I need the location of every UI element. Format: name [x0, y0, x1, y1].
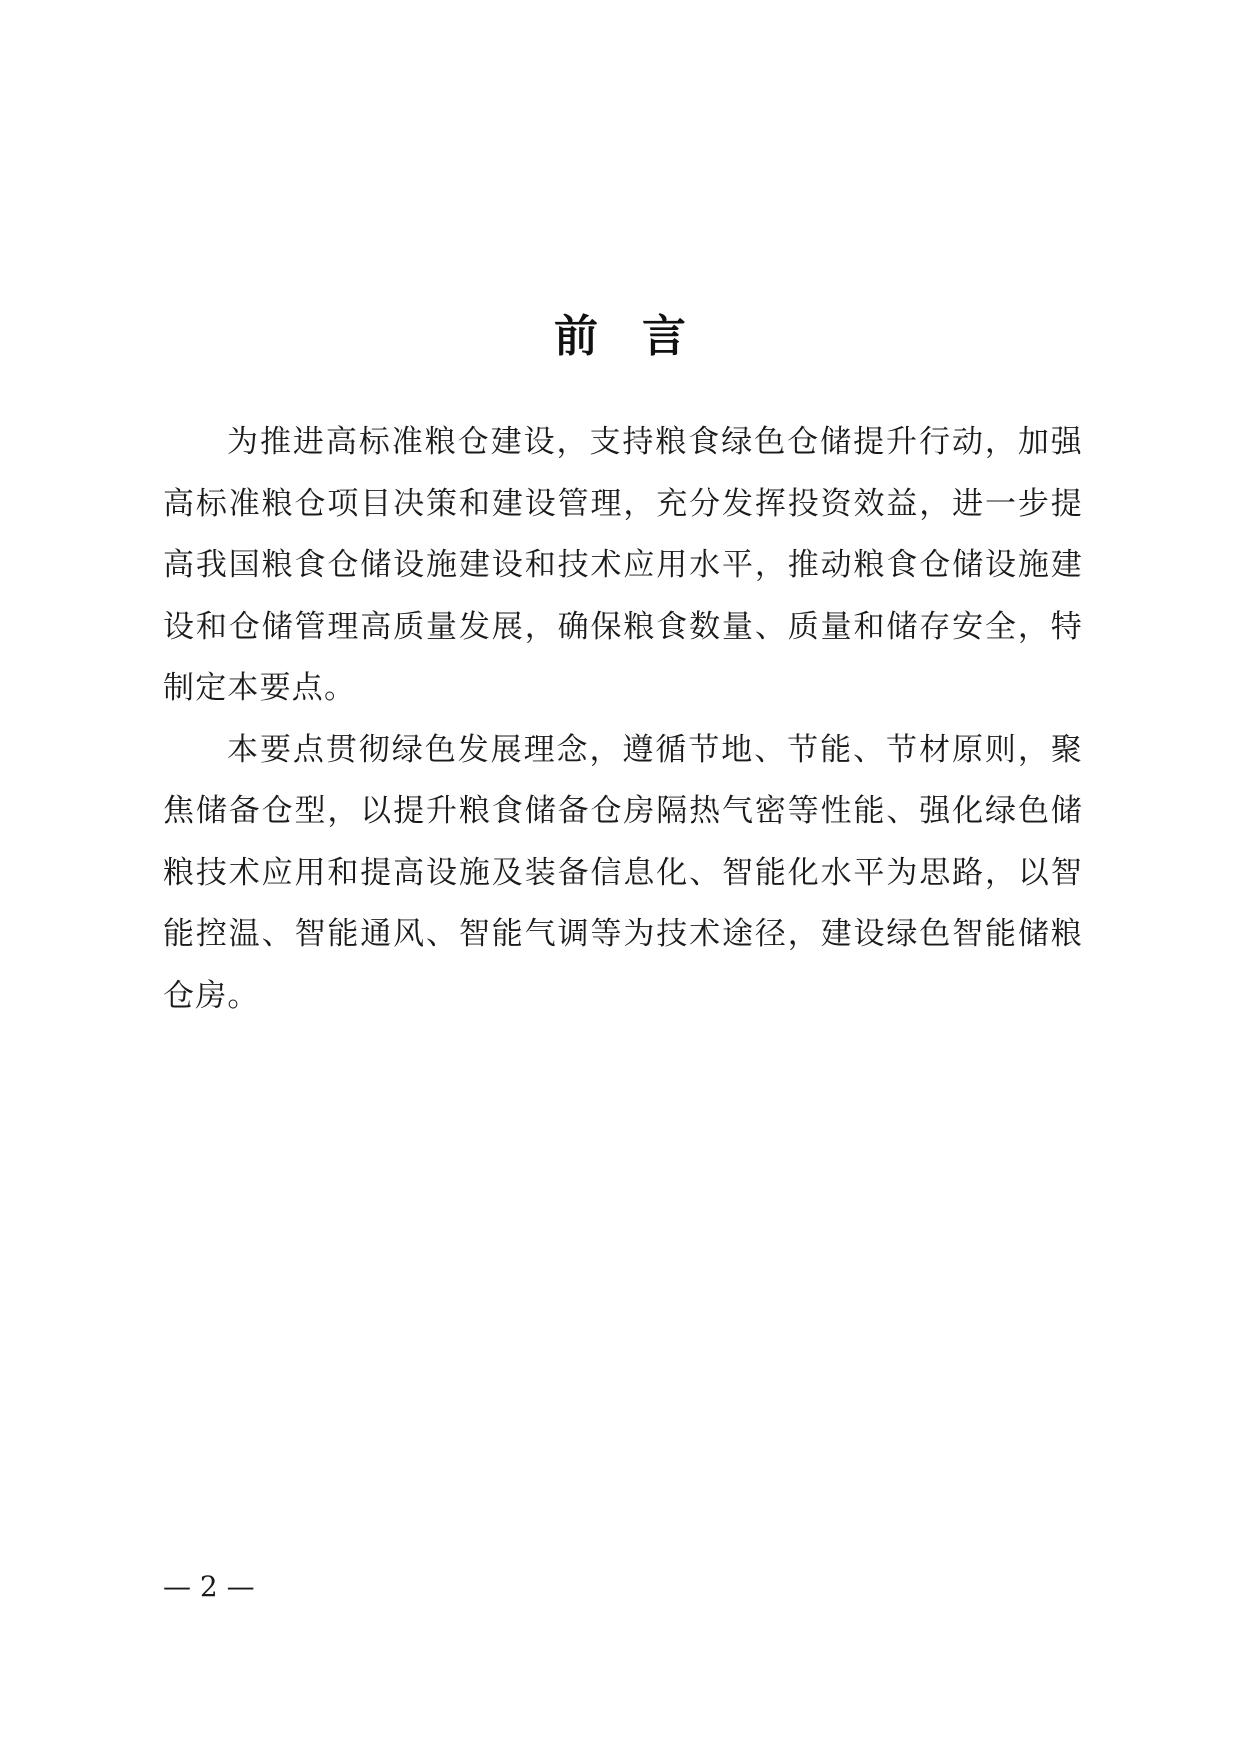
document-body [163, 412, 1083, 1027]
paragraph-2: 本要点贯彻绿色发展理念，遵循节地、节能、节材原则，聚焦储备仓型，以提升粮食储备仓房隔热气密等性能、强化绿色储粮技术应用和提高设施及装备信息化、智能化水平为思路，以智能控温、智能通风、智能气调等为技术途径，建设绿色智能储粮仓房。 [163, 731, 1083, 1014]
paragraph-1: 为推进高标准粮仓建设，支持粮食绿色仓储提升行动，加强高标准粮仓项目决策和建设管理，充分发挥投资效益，进一步提高我国粮食仓储设施建设和技术应用水平，推动粮食仓储设施建设和仓储管理高质量发展，确保粮食数量、质量和储存安全，特制定本要点。 [163, 424, 1083, 706]
page-title: 前言 [554, 311, 730, 363]
page-number: — 2 — [163, 1570, 255, 1603]
